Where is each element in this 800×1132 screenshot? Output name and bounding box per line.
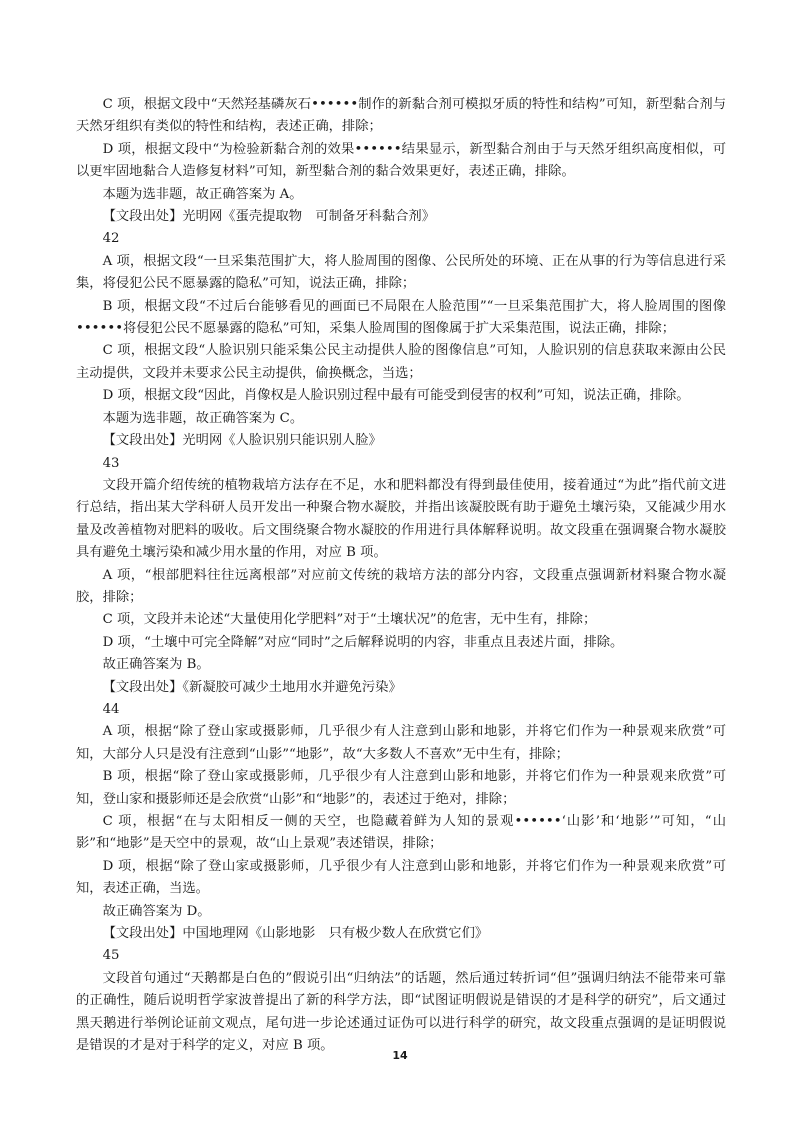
paragraph: D 项，“土壤中可完全降解”对应“同时”之后解释说明的内容，非重点且表述片面，排除。	[102, 634, 624, 650]
paragraph: C 项，根据“在与太阳相反一侧的天空，也隐藏着鲜为人知的景观••••••‘山影’和‘地影’”可知，“山影”和“地影”是天空中的景观，故“山上景观”表述错误，排除；	[76, 814, 726, 852]
question-number: 43	[102, 455, 120, 471]
question-number: 45	[102, 948, 120, 964]
paragraph: 文段开篇介绍传统的植物栽培方法存在不足，水和肥料都没有得到最佳使用，接着通过“为此”指代前文进行总结，指出某大学科研人员开发出一种聚合物水凝胶，并指出该凝胶既有助于避免土壤污染，又能减少用水量及改善植物对肥料的吸收。后文围绕聚合物水凝胶的作用进行具体解释说明。故文段重在强调聚合物水凝胶具有避免土壤污染和减少用水量的作用，对应 B 项。	[76, 477, 726, 561]
paragraph: D 项，根据文段“因此，肖像权是人脸识别过程中最有可能受到侵害的权利”可知，说法正确，排除。	[102, 388, 690, 404]
paragraph: A 项，“根部肥料往往远离根部”对应前文传统的栽培方法的部分内容，文段重点强调新材料聚合物水凝胶，排除；	[76, 567, 726, 605]
paragraph: C 项，根据文段中“天然羟基磷灰石••••••制作的新黏合剂可模拟牙质的特性和结构”可知，新型黏合剂与天然牙组织有类似的特性和结构，表述正确，排除；	[76, 97, 726, 135]
page-number: 14	[392, 1049, 408, 1062]
paragraph: 故正确答案为 B。	[102, 657, 210, 673]
answer-explanation-text	[76, 94, 726, 1057]
paragraph: 文段首句通过“天鹅都是白色的”假说引出“归纳法”的话题，然后通过转折词“但”强调归纳法不能带来可靠的正确性，随后说明哲学家波普提出了新的科学方法，即“试图证明假说是错误的才是科学的研究”，后文通过黑天鹅进行举例论证前文观点，尾句进一步论述通过证伪可以进行科学的研究，故文段重点强调的是证明假说是错误的才是对于科学的定义，对应 B 项。	[76, 970, 726, 1054]
paragraph: D 项，根据“除了登山家或摄影师，几乎很少有人注意到山影和地影，并将它们作为一种景观来欣赏”可知，表述正确，当选。	[76, 858, 726, 897]
paragraph: B 项，根据文段“不过后台能够看见的画面已不局限在人脸范围”“一旦采集范围扩大，将人脸周围的图像••••••将侵犯公民不愿暴露的隐私”可知，采集人脸周围的图像属于扩大采集范围，说法正确，排除；	[76, 298, 726, 337]
paragraph: D 项，根据文段中“为检验新黏合剂的效果••••••结果显示，新型黏合剂由于与天然牙组织高度相似，可以更牢固地黏合人造修复材料”可知，新型黏合剂的黏合效果更好，表述正确，排除。	[76, 141, 726, 180]
question-number: 42	[102, 231, 120, 247]
source-citation: 【文段出处】《新凝胶可减少土地用水并避免污染》	[102, 679, 402, 695]
question-number: 44	[102, 701, 120, 717]
source-citation: 【文段出处】光明网《人脸识别只能识别人脸》	[102, 433, 382, 449]
paragraph: C 项，根据文段“人脸识别只能采集公民主动提供人脸的图像信息”可知，人脸识别的信息获取来源由公民主动提供，文段并未要求公民主动提供，偷换概念，当选；	[76, 343, 726, 381]
source-citation: 【文段出处】光明网《蛋壳提取物 可制备牙科黏合剂》	[102, 209, 436, 225]
paragraph: 故正确答案为 D。	[102, 903, 211, 919]
paragraph: A 项，根据“除了登山家或摄影师，几乎很少有人注意到山影和地影，并将它们作为一种景观来欣赏”可知，大部分人只是没有注意到“山影”“地影”，故“大多数人不喜欢”无中生有，排除；	[76, 724, 726, 762]
paragraph: B 项，根据“除了登山家或摄影师，几乎很少有人注意到山影和地影，并将它们作为一种景观来欣赏”可知，登山家和摄影师还是会欣赏“山影”和“地影”的，表述过于绝对，排除；	[76, 769, 726, 807]
paragraph: A 项，根据文段“一旦采集范围扩大，将人脸周围的图像、公民所处的环境、正在从事的行为等信息进行采集，将侵犯公民不愿暴露的隐私”可知，说法正确，排除；	[76, 253, 726, 292]
paragraph: 本题为选非题，故正确答案为 A。	[102, 186, 303, 202]
source-citation: 【文段出处】中国地理网《山影地影 只有极少数人在欣赏它们》	[102, 926, 489, 942]
paragraph: 本题为选非题，故正确答案为 C。	[102, 410, 304, 426]
paragraph: C 项，文段并未论述“大量使用化学肥料”对于“土壤状况”的危害，无中生有，排除；	[102, 612, 597, 628]
